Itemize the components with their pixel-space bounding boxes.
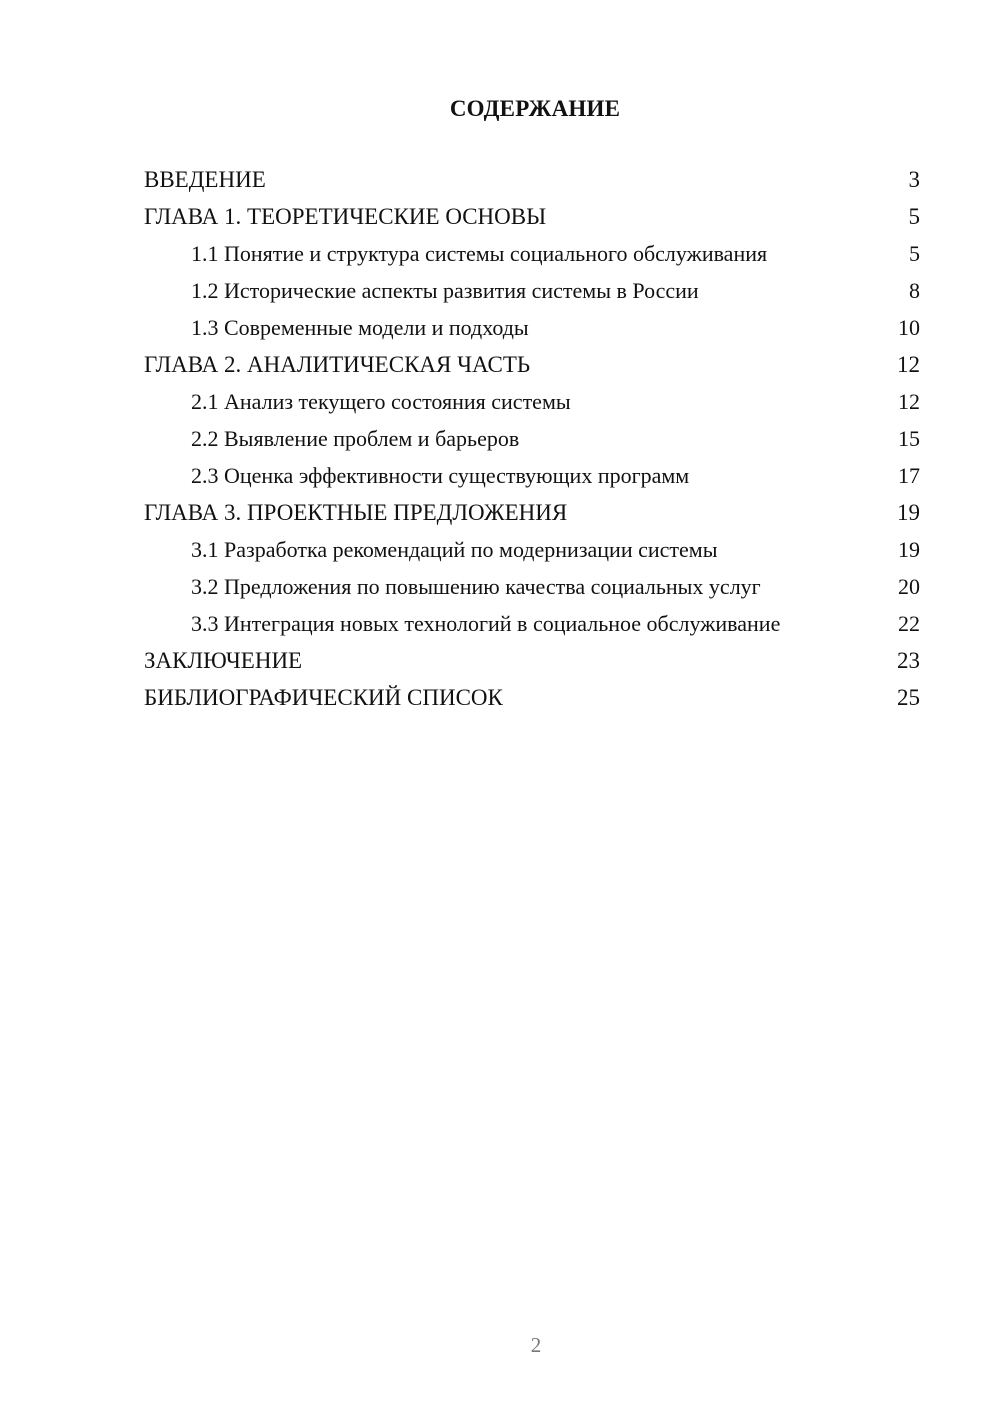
toc-entry-page: 23 xyxy=(897,648,920,673)
toc-entry-title: ГЛАВА 1. ТЕОРЕТИЧЕСКИЕ ОСНОВЫ xyxy=(144,204,547,229)
toc-entry-section-1-2[interactable] xyxy=(144,277,920,304)
toc-entry-chapter-1[interactable] xyxy=(144,203,920,230)
toc-entry-chapter-3[interactable] xyxy=(144,499,920,526)
toc-entry-title: 3.2 Предложения по повышению качества социальных услуг xyxy=(191,574,761,599)
toc-entry-title: 1.2 Исторические аспекты развития системы в России xyxy=(191,278,699,303)
toc-entry-conclusion[interactable] xyxy=(144,647,920,674)
toc-entry-title: ЗАКЛЮЧЕНИЕ xyxy=(144,648,303,673)
toc-entry-page: 12 xyxy=(897,352,920,377)
toc-entry-bibliography[interactable] xyxy=(144,684,920,711)
toc-entry-section-2-2[interactable] xyxy=(144,425,920,452)
toc-entry-page: 19 xyxy=(898,537,920,562)
toc-entry-title: 2.1 Анализ текущего состояния системы xyxy=(191,389,571,414)
page-number: 2 xyxy=(530,1333,542,1357)
toc-entry-section-1-3[interactable] xyxy=(144,314,920,341)
toc-entry-page: 19 xyxy=(897,500,920,525)
toc-entry-page: 20 xyxy=(898,574,920,599)
table-of-contents xyxy=(144,166,920,721)
toc-entry-section-2-1[interactable] xyxy=(144,388,920,415)
toc-entry-page: 25 xyxy=(897,685,920,710)
toc-entry-title: 2.3 Оценка эффективности существующих программ xyxy=(191,463,690,488)
toc-entry-section-3-3[interactable] xyxy=(144,610,920,637)
toc-entry-page: 5 xyxy=(909,241,920,266)
toc-entry-chapter-2[interactable] xyxy=(144,351,920,378)
toc-entry-title: 3.3 Интеграция новых технологий в социальное обслуживание xyxy=(191,611,781,636)
toc-entry-page: 17 xyxy=(898,463,920,488)
toc-entry-page: 5 xyxy=(908,204,920,229)
toc-entry-page: 8 xyxy=(909,278,920,303)
toc-entry-title: 3.1 Разработка рекомендаций по модернизации системы xyxy=(191,537,718,562)
toc-entry-section-3-2[interactable] xyxy=(144,573,920,600)
toc-entry-section-2-3[interactable] xyxy=(144,462,920,489)
toc-entry-page: 15 xyxy=(898,426,920,451)
toc-entry-section-3-1[interactable] xyxy=(144,536,920,563)
page-title: СОДЕРЖАНИЕ xyxy=(449,96,621,121)
toc-entry-title: ВВЕДЕНИЕ xyxy=(144,167,266,192)
toc-entry-page: 12 xyxy=(898,389,920,414)
toc-entry-title: БИБЛИОГРАФИЧЕСКИЙ СПИСОК xyxy=(144,685,503,710)
toc-entry-title: ГЛАВА 2. АНАЛИТИЧЕСКАЯ ЧАСТЬ xyxy=(144,352,531,377)
toc-entry-title: 2.2 Выявление проблем и барьеров xyxy=(191,426,520,451)
toc-entry-title: 1.1 Понятие и структура системы социального обслуживания xyxy=(191,241,768,266)
toc-entry-page: 10 xyxy=(898,315,920,340)
toc-entry-section-1-1[interactable] xyxy=(144,240,920,267)
toc-entry-page: 3 xyxy=(908,167,920,192)
toc-entry-title: ГЛАВА 3. ПРОЕКТНЫЕ ПРЕДЛОЖЕНИЯ xyxy=(144,500,568,525)
toc-entry-page: 22 xyxy=(898,611,920,636)
toc-entry-title: 1.3 Современные модели и подходы xyxy=(191,315,529,340)
toc-entry-introduction[interactable] xyxy=(144,166,920,193)
